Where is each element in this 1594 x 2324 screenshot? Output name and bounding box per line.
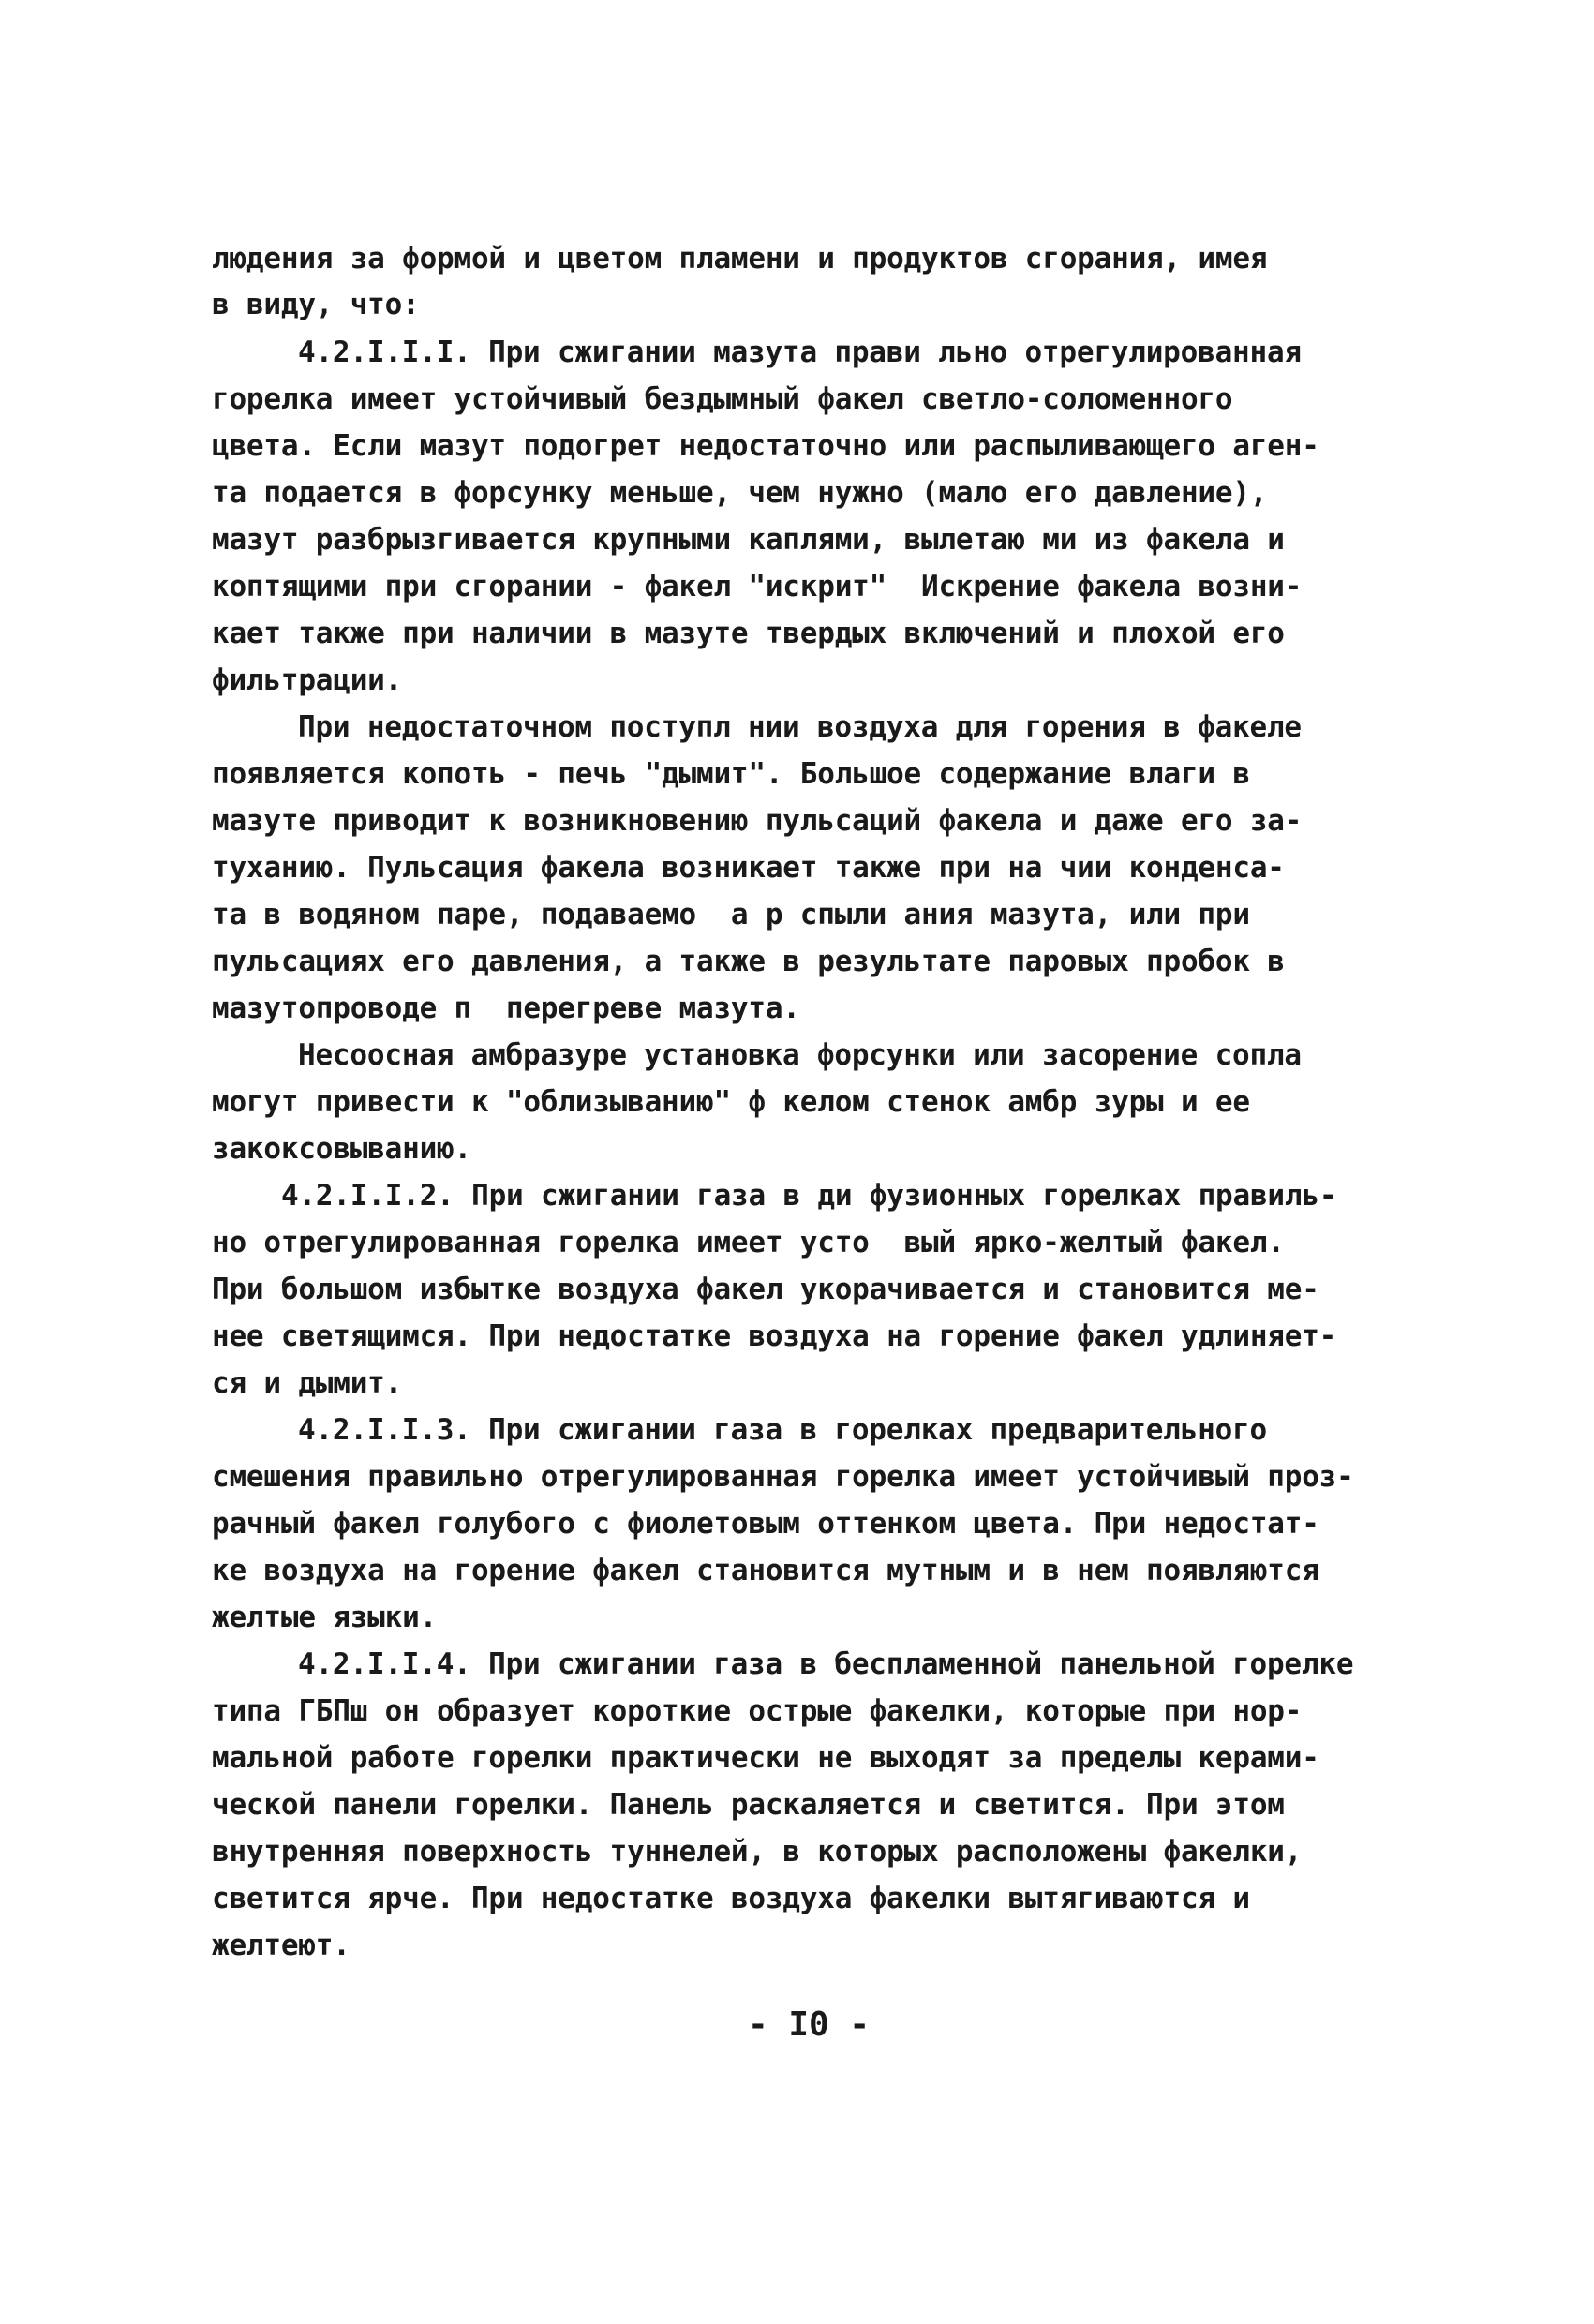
text-line: желтые языки. [212, 1601, 438, 1634]
text-line: нее светящимся. При недостатке воздуха на горение факел удлиняет- [212, 1319, 1337, 1353]
text-line: та в водяном паре, подаваемо а р спыли ания мазута, или при [212, 898, 1250, 931]
text-line: людения за формой и цветом пламени и продуктов сгорания, имея [212, 242, 1268, 276]
text-line: 4.2.I.I.4. При сжигании газа в беспламенной панельной горелке [298, 1647, 1354, 1681]
text-line: туханию. Пульсация факела возникает также при на чии конденса- [212, 851, 1285, 885]
text-line: в виду, что: [212, 288, 420, 321]
text-line: Несоосная амбразуре установка форсунки или засорение сопла [298, 1038, 1302, 1072]
page-number: - I0 - [748, 2005, 871, 2044]
text-line: мазутопроводе п перегреве мазута. [212, 991, 800, 1025]
text-line: закоксовыванию. [212, 1132, 471, 1166]
text-line: 4.2.I.I.2. При сжигании газа в ди фузионных горелках правиль- [281, 1179, 1337, 1213]
text-line: фильтрации. [212, 663, 403, 697]
text-line: При недостаточном поступл нии воздуха для горения в факеле [298, 710, 1302, 744]
text-line: светится ярче. При недостатке воздуха факелки вытягиваются и [212, 1882, 1250, 1915]
text-line: появляется копоть - печь "дымит". Большое содержание влаги в [212, 757, 1250, 791]
text-line: горелка имеет устойчивый бездымный факел светло-соломенного [212, 382, 1233, 416]
text-line: типа ГБПш он образует короткие острые факелки, которые при нор- [212, 1694, 1303, 1728]
text-line: 4.2.I.I.I. При сжигании мазута прави льно отрегулированная [298, 335, 1302, 369]
text-line: смешения правильно отрегулированная горелка имеет устойчивый проз- [212, 1460, 1354, 1494]
text-line: пульсациях его давления, а также в результате паровых пробок в [212, 945, 1285, 978]
text-line: коптящими при сгорании - факел "искрит" Искрение факела возни- [212, 570, 1303, 603]
text-line: ческой панели горелки. Панель раскаляется и светится. При этом [212, 1788, 1285, 1822]
text-line: та подается в форсунку меньше, чем нужно (мало его давление), [212, 476, 1268, 510]
text-line: ся и дымит. [212, 1366, 403, 1400]
text-line: При большом избытке воздуха факел укорачивается и становится ме- [212, 1273, 1319, 1306]
text-line: кает также при наличии в мазуте твердых включений и плохой его [212, 617, 1285, 650]
text-line: мазут разбрызгивается крупными каплями, вылетаю ми из факела и [212, 523, 1285, 557]
text-line: мазуте приводит к возникновению пульсаций факела и даже его за- [212, 804, 1303, 838]
text-line: 4.2.I.I.3. При сжигании газа в горелках предварительного [298, 1413, 1267, 1447]
text-line: мальной работе горелки практически не выходят за пределы керами- [212, 1741, 1319, 1775]
text-line: но отрегулированная горелка имеет усто вый ярко-желтый факел. [212, 1226, 1285, 1259]
text-line: могут привести к "облизыванию" ф келом стенок амбр зуры и ее [212, 1085, 1250, 1119]
text-line: желтеют. [212, 1929, 350, 1962]
text-line: внутренняя поверхность туннелей, в которых расположены факелки, [212, 1835, 1303, 1869]
text-line: цвета. Если мазут подогрет недостаточно или распыливающего аген- [212, 429, 1319, 463]
text-line: ке воздуха на горение факел становится мутным и в нем появляются [212, 1554, 1319, 1587]
text-line: рачный факел голубого с фиолетовым оттенком цвета. При недостат- [212, 1507, 1319, 1541]
